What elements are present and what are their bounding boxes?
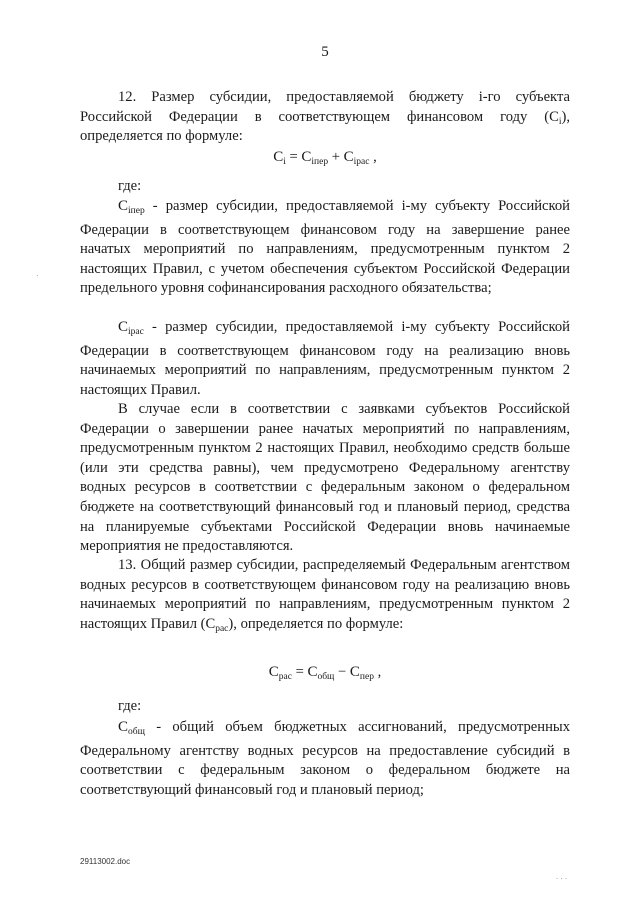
footer-filename: 29113002.doc <box>80 857 131 866</box>
formula-crac: $C_{рас} = C_{общ} - C_{пер}$ , <box>268 664 382 682</box>
where-label-1: где: <box>118 178 142 194</box>
p12-line-3: определяется по формуле: <box>80 128 243 145</box>
paragraph-13: 13. Общий размер субсидии, распределяемый Федеральным агентством водных ресурсов в соответствующем финансовом году на реализацию вновь начинаемых мероприятий по направлениям, предусмотренным пунктом 2 настоящих Правил $(C_{рас})$, определяется по формуле: <box>80 557 570 634</box>
definition-cobsh-text: Федеральному агентству водных ресурсов на предоставление субсидий в соответствии с федеральным законом о федеральном бюджете на соответствующий финансовый год и плановый период; <box>80 742 570 798</box>
paragraph-case: В случае если в соответствии с заявками субъектов Российской Федерации о завершении ранее начатых мероприятий по направлениям, предусмотренным пунктом 2 настоящих Правил, необходимо средств больше (или эти средства равны), чем предусмотрено Федеральному агентству водных ресурсов в соответствии с федеральным законом о федеральном бюджете на соответствующий финансовый год и плановый период, средства на планируемые субъектами Российской Федерации вновь начинаемые мероприятия не предоставляются. <box>80 401 570 555</box>
definition-ciper: $C_{iпер}$ - размер субсидии, предоставляемой i-му субъекту Российской Федерации в соответствующем финансовом году на завершение ранее начатых мероприятий по направлениям, предусмотренным пунктом 2 настоящих Правил, с учетом обеспечения субъектом Российской Федерации предельного уровня софинансирования расходного обязательства; <box>80 197 570 299</box>
definition-ciper-text: Федерации в соответствующем финансовом году на завершение ранее начатых мероприятий по направлениям, предусмотренным пунктом 2 настоящих Правил, с учетом обеспечения субъектом Российской Федерации предельного уровня софинансирования расходного обязательства; <box>80 221 570 297</box>
p12-line-2: Российской Федерации в соответствующем финансовом году $(C_i)$, <box>80 108 570 127</box>
definition-cobsh: $C_{общ}$ - общий объем бюджетных ассигнований, предусмотренных Федеральному агентству водных ресурсов на предоставление субсидий в соответствии с федеральным законом о федеральном бюджете на соответствующий финансовый год и плановый период; <box>80 718 570 800</box>
where-label-2: где: <box>118 698 142 714</box>
paragraph-12 <box>80 88 570 147</box>
page-number: 5 <box>321 44 329 60</box>
definition-cirac-text: Федерации в соответствующем финансовом году на реализацию вновь начинаемых мероприятий по направлениям, предусмотренным пунктом 2 настоящих Правил. <box>80 342 570 398</box>
formula-ci: $C_i = C_{iпер} + C_{iрас}$ , <box>273 149 377 167</box>
scan-mark: . . . <box>556 872 568 881</box>
definition-cirac: $C_{iрас}$ - размер субсидии, предоставляемой i-му субъекту Российской Федерации в соответствующем финансовом году на реализацию вновь начинаемых мероприятий по направлениям, предусмотренным пунктом 2 настоящих Правил. <box>80 318 570 400</box>
scan-mark: · <box>36 271 39 280</box>
p12-line-1: 12. Размер субсидии, предоставляемой бюджету i-го субъекта <box>118 89 570 105</box>
